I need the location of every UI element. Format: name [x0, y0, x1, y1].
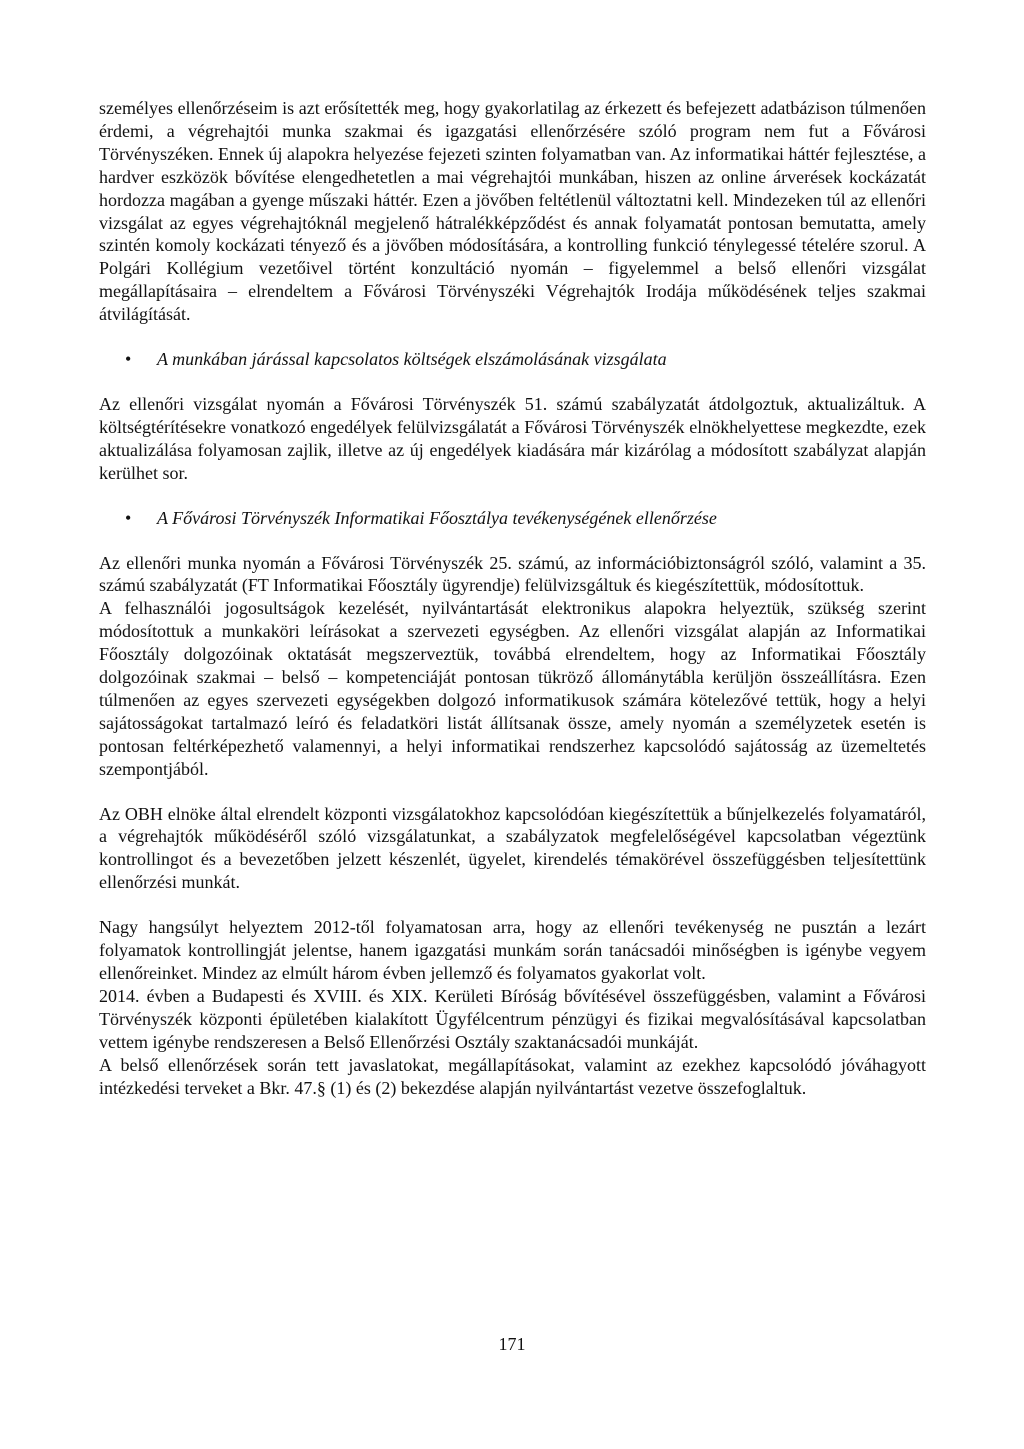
section-heading-text: A munkában járással kapcsolatos költségek elszámolásának vizsgálata — [157, 349, 667, 370]
paragraph-user-permissions: A felhasználói jogosultságok kezelését, nyilvántartását elektronikus alapokra helyeztük, szükség szerint módosítottuk a munkaköri leírásokat a szervezeti egységben. Az ellenőri vizsgálat alapján az Informatikai Főosztály dolgozóinak oktatását megszerveztük, továbbá elrendeltem, hogy az Informatikai Főosztály dolgozóinak szakmai – belső – kompetenciáját pontosan tükröző állománytábla kerüljön összeállításra. Ezen túlmenően az egyes szervezeti egységekben dolgozó informatikusok számára kötelezővé tettük, hogy a helyi sajátosságokat tartalmazó leíró és feladatköri listát állítsanak össze, amely nyomán a személyzetek esetén is pontosan feltérképezhető valamennyi, a helyi informatikai rendszerhez kapcsolódó sajátosság az üzemeltetés szempontjából. — [99, 598, 926, 779]
document-body — [99, 97, 926, 1099]
section-heading-travel-costs — [99, 348, 926, 371]
paragraph-advisory-role: Nagy hangsúlyt helyeztem 2012-től folyamatosan arra, hogy az ellenőri tevékenység ne pusztán a lezárt folyamatok kontrollingját jelentse, hanem igazgatási munkám során tanácsadói minőségben is igénybe vegyem ellenőreinket. Mindez az elmúlt három évben jellemző és folyamatos gyakorlat volt. — [99, 917, 926, 983]
page-number: 171 — [498, 1334, 526, 1354]
paragraph-audit-findings: személyes ellenőrzéseim is azt erősítették meg, hogy gyakorlatilag az érkezett és befejezett adatbázison túlmenően érdemi, a végrehajtói munka szakmai és igazgatási ellenőrzésére szóló program nem fut a Fővárosi Törvényszéken. Ennek új alapokra helyezése fejezeti szinten folyamatban van. Az informatikai háttér fejlesztése, a hardver eszközök bővítése elengedhetetlen a mai végrehajtói munkában, hiszen az online árverések kockázatát hordozza magában a gyenge műszaki háttér. Ezen a jövőben feltétlenül változtatni kell. Mindezeken túl az ellenőri vizsgálat az egyes végrehajtóknál megjelenő hátralékképződést és annak folyamatát pontosan bemutatta, amely szintén komoly kockázati tényező és a jövőben módosítására, a kontrolling funkció ténylegessé tételére szorul. A Polgári Kollégium vezetőivel történt konzultáció nyomán – figyelemmel a belső ellenőri vizsgálat megállapításaira – elrendeltem a Fővárosi Törvényszéki Végrehajtók Irodája működésének teljes szakmai átvilágítását. — [99, 98, 926, 325]
section-heading-it-department — [99, 507, 926, 530]
paragraph-travel-costs: Az ellenőri vizsgálat nyomán a Fővárosi Törvényszék 51. számú szabályzatát átdolgoztuk, aktualizáltuk. A költségtérítésekre vonatkozó engedélyek felülvizsgálatát a Fővárosi Törvényszék elnökhelyettese megkezdte, ezek aktualizálása folyamosan zajlik, illetve az új engedélyek kiadására már kizárólag a módosított szabályzat alapján kerülhet sor. — [99, 393, 926, 483]
section-heading-text: A Fővárosi Törvényszék Informatikai Főosztálya tevékenységének ellenőrzése — [157, 507, 717, 528]
paragraph-it-regulations: Az ellenőri munka nyomán a Fővárosi Törvényszék 25. számú, az információbiztonságról szóló, valamint a 35. számú szabályzatát (FT Informatikai Főosztály ügyrendje) felülvizsgáltuk és kiegészítettük, módosítottuk. — [99, 552, 926, 596]
paragraph-obh-audits: Az OBH elnöke által elrendelt központi vizsgálatokhoz kapcsolódóan kiegészítettük a bűnjelkezelés folyamatáról, a végrehajtók működéséről szóló vizsgálatunkat, a szabályzatok megfelelőségével kapcsolatban végeztünk kontrollingot és a bevezetőben jelzett készenlét, ügyelet, kirendelés témakörével összefüggésben teljesítettünk ellenőrzési munkát. — [99, 803, 926, 893]
paragraph-2014-projects: 2014. évben a Budapesti és XVIII. és XIX. Kerületi Bíróság bővítésével összefüggésben, valamint a Fővárosi Törvényszék központi épületében kialakított Ügyfélcentrum pénzügyi és fizikai megvalósításával kapcsolatban vettem igénybe rendszeresen a Belső Ellenőrzési Osztály szaktanácsadói munkáját. — [99, 985, 926, 1052]
bullet-icon: • — [125, 507, 132, 528]
bullet-icon: • — [125, 349, 132, 370]
paragraph-recommendations-register: A belső ellenőrzések során tett javaslatokat, megállapításokat, valamint az ezekhez kapcsolódó jóváhagyott intézkedési terveket a Bkr. 47.§ (1) és (2) bekezdése alapján nyilvántartást vezetve összefoglaltuk. — [99, 1054, 926, 1098]
